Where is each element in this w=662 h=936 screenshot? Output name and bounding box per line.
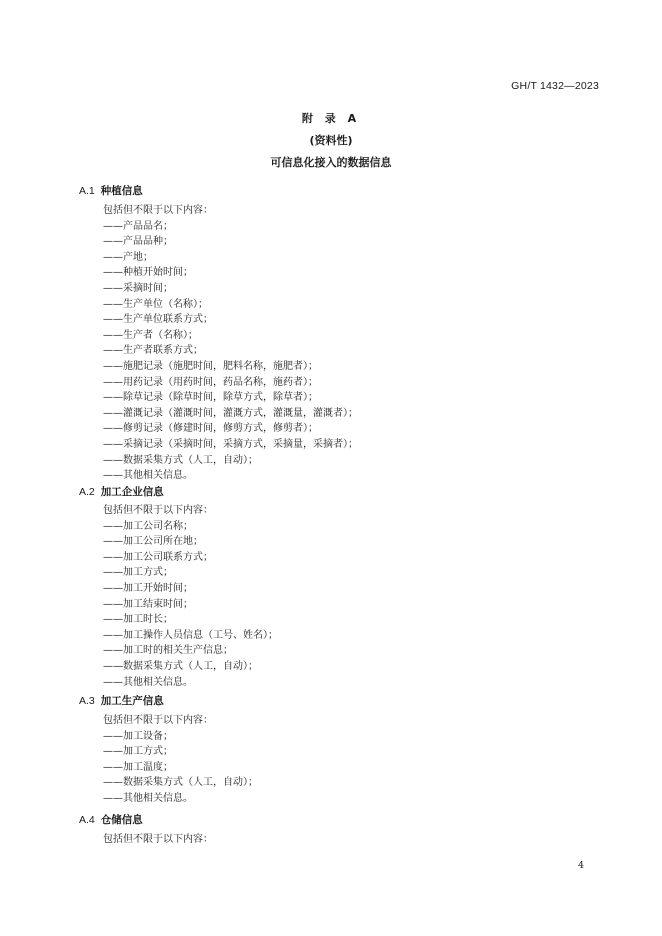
list-item: ——灌溉记录（灌溉时间，灌溉方式，灌溉量，灌溉者）；	[103, 407, 358, 419]
list-item: ——其他相关信息。	[103, 470, 193, 482]
list-item: ——采摘记录（采摘时间，采摘方式，采摘量，采摘者）；	[103, 438, 358, 450]
standard-code: GH/T 1432—2023	[511, 80, 599, 92]
list-item: ——加工公司所在地；	[103, 536, 203, 548]
list-item: ——其他相关信息。	[103, 676, 193, 688]
list-item: ——生产者（名称）；	[103, 329, 198, 341]
section-body-a4	[103, 832, 213, 848]
section-intro: 包括但不限于以下内容：	[103, 205, 213, 216]
list-item: ——用药记录（用药时间，药品名称，施药者）；	[103, 376, 318, 388]
list-item: ——加工操作人员信息（工号、姓名）；	[103, 629, 278, 641]
list-item: ——修剪记录（修建时间，修剪方式，修剪者）；	[103, 423, 318, 435]
list-item: ——加工公司名称；	[103, 520, 193, 532]
section-number: A.3	[79, 695, 95, 707]
list-item: ——加工方式；	[103, 567, 173, 579]
list-item: ——种植开始时间；	[103, 267, 193, 279]
annex-subtitle: (资料性)	[309, 134, 353, 147]
section-title: 种植信息	[100, 185, 143, 197]
section-number: A.2	[79, 486, 95, 498]
list-item: ——生产单位（名称）；	[103, 298, 208, 310]
section-heading-a1	[79, 183, 143, 198]
section-heading-a2	[79, 484, 164, 499]
section-body-a2	[103, 503, 278, 690]
section-heading-a3	[79, 693, 164, 708]
annex-title: 附 录 A	[301, 112, 361, 125]
list-item: ——加工设备；	[103, 730, 173, 742]
section-intro: 包括但不限于以下内容：	[103, 715, 213, 726]
list-item: ——产地；	[103, 251, 153, 263]
list-item: ——除草记录（除草时间，除草方式，除草者）；	[103, 392, 318, 404]
list-item: ——加工开始时间；	[103, 582, 193, 594]
list-item: ——加工时的相关生产信息；	[103, 645, 233, 657]
section-title: 加工生产信息	[100, 695, 164, 707]
list-item: ——数据采集方式（人工，自动）；	[103, 454, 258, 466]
section-body-a3	[103, 713, 258, 807]
section-number: A.1	[79, 185, 95, 197]
section-intro: 包括但不限于以下内容：	[103, 505, 213, 516]
list-item: ——数据采集方式（人工，自动）；	[103, 777, 258, 789]
section-body-a1	[103, 203, 358, 484]
list-item: ——产品品种；	[103, 236, 173, 248]
list-item: ——加工结束时间；	[103, 598, 193, 610]
section-number: A.4	[79, 814, 95, 826]
annex-heading: 可信息化接入的数据信息	[270, 156, 392, 169]
list-item: ——加工温度；	[103, 761, 173, 773]
section-title: 仓储信息	[100, 814, 143, 826]
list-item: ——生产单位联系方式；	[103, 314, 213, 326]
list-item: ——加工公司联系方式；	[103, 551, 213, 563]
page-number: 4	[577, 860, 584, 871]
list-item: ——生产者联系方式；	[103, 345, 203, 357]
section-heading-a4	[79, 812, 143, 827]
list-item: ——施肥记录（施肥时间，肥料名称，施肥者）；	[103, 360, 318, 372]
list-item: ——产品品名；	[103, 220, 173, 232]
section-title: 加工企业信息	[100, 486, 164, 498]
section-intro: 包括但不限于以下内容：	[103, 834, 213, 845]
list-item: ——采摘时间；	[103, 282, 173, 294]
list-item: ——加工时长；	[103, 614, 173, 626]
list-item: ——数据采集方式（人工，自动）；	[103, 660, 258, 672]
list-item: ——加工方式；	[103, 746, 173, 758]
list-item: ——其他相关信息。	[103, 792, 193, 804]
